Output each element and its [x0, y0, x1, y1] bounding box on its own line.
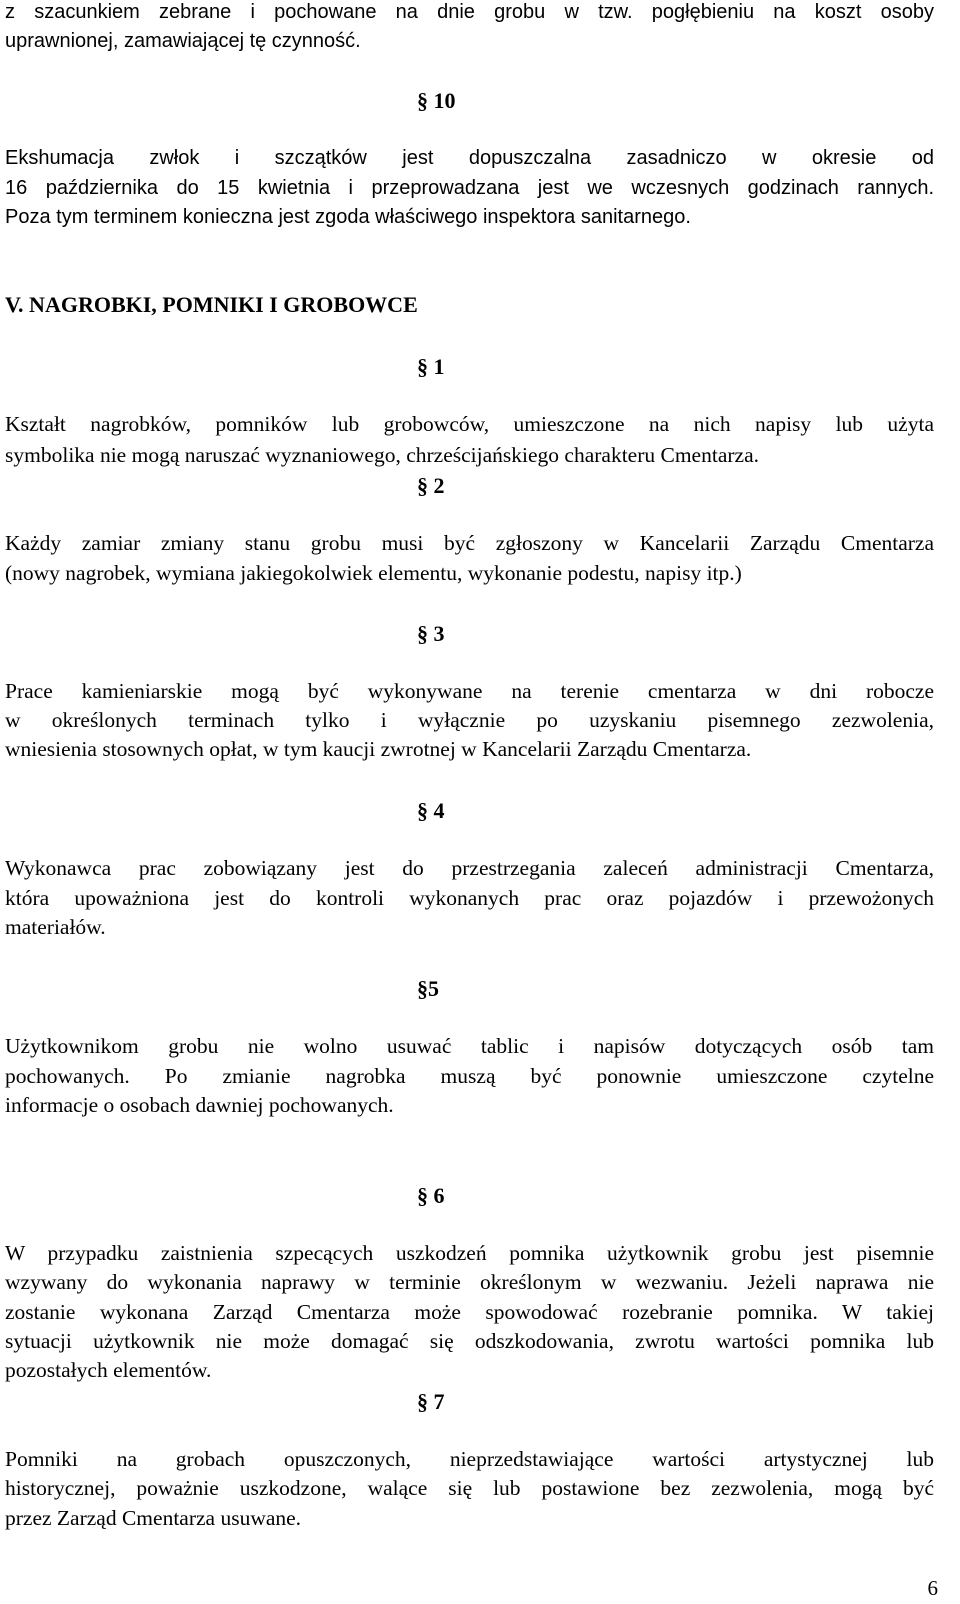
section-sign-1: § 1	[417, 354, 445, 379]
intro-line-1: z szacunkiem zebrane i pochowane na dnie grobu w tzw. pogłębieniu na koszt osoby	[5, 1, 934, 23]
page-number: 6	[927, 1576, 938, 1600]
p4-line-2: która upoważniona jest do kontroli wykonanych prac oraz pojazdów i przewożonych	[5, 886, 934, 910]
p5-line-3: informacje o osobach dawniej pochowanych.	[5, 1093, 394, 1117]
section-sign-7: § 7	[417, 1389, 445, 1414]
section-sign-10: § 10	[417, 88, 456, 113]
section-sign-2: § 2	[417, 473, 445, 498]
section-sign-4: § 4	[417, 798, 445, 823]
p5-line-1: Użytkownikom grobu nie wolno usuwać tablic i napisów dotyczących osób tam	[5, 1034, 934, 1058]
p7-line-2: historycznej, poważnie uszkodzone, walące się lub postawione bez zezwolenia, mogą być	[5, 1476, 934, 1500]
s10-line-3: Poza tym terminem konieczna jest zgoda właściwego inspektora sanitarnego.	[5, 206, 691, 228]
section-sign-6: § 6	[417, 1183, 445, 1208]
p3-line-1: Prace kamieniarskie mogą być wykonywane na terenie cmentarza w dni robocze	[5, 679, 934, 703]
p7-line-1: Pomniki na grobach opuszczonych, nieprzedstawiające wartości artystycznej lub	[5, 1447, 934, 1471]
p2-line-2: (nowy nagrobek, wymiana jakiegokolwiek elementu, wykonanie podestu, napisy itp.)	[5, 561, 742, 585]
section-sign-3: § 3	[417, 621, 445, 646]
p1-line-1: Kształt nagrobków, pomników lub grobowców, umieszczone na nich napisy lub użyta	[5, 412, 934, 436]
intro-line-2: uprawnionej, zamawiającej tę czynność.	[5, 30, 361, 52]
p1-line-2: symbolika nie mogą naruszać wyznaniowego, chrześcijańskiego charakteru Cmentarza.	[5, 443, 759, 467]
p6-line-2: wzywany do wykonania naprawy w terminie określonym w wezwaniu. Jeżeli naprawa nie	[5, 1270, 934, 1294]
section-sign-5: §5	[417, 976, 439, 1001]
p5-line-2: pochowanych. Po zmianie nagrobka muszą być ponownie umieszczone czytelne	[5, 1064, 934, 1088]
p6-line-1: W przypadku zaistnienia szpecących uszkodzeń pomnika użytkownik grobu jest pisemnie	[5, 1241, 934, 1265]
section-v-heading: V. NAGROBKI, POMNIKI I GROBOWCE	[5, 292, 418, 317]
s10-line-2: 16 października do 15 kwietnia i przeprowadzana jest we wczesnych godzinach rannych.	[5, 177, 934, 199]
p2-line-1: Każdy zamiar zmiany stanu grobu musi być zgłoszony w Kancelarii Zarządu Cmentarza	[5, 531, 934, 555]
p4-line-3: materiałów.	[5, 915, 106, 939]
p6-line-5: pozostałych elementów.	[5, 1358, 212, 1382]
p6-line-4: sytuacji użytkownik nie może domagać się odszkodowania, zwrotu wartości pomnika lub	[5, 1329, 934, 1353]
p3-line-3: wniesienia stosownych opłat, w tym kaucji zwrotnej w Kancelarii Zarządu Cmentarza.	[5, 737, 752, 761]
s10-line-1: Ekshumacja zwłok i szczątków jest dopuszczalna zasadniczo w okresie od	[5, 147, 934, 169]
p7-line-3: przez Zarząd Cmentarza usuwane.	[5, 1506, 302, 1530]
p3-line-2: w określonych terminach tylko i wyłącznie po uzyskaniu pisemnego zezwolenia,	[5, 708, 934, 732]
p4-line-1: Wykonawca prac zobowiązany jest do przestrzegania zaleceń administracji Cmentarza,	[5, 856, 934, 880]
p6-line-3: zostanie wykonana Zarząd Cmentarza może spowodować rozebranie pomnika. W takiej	[5, 1300, 934, 1324]
